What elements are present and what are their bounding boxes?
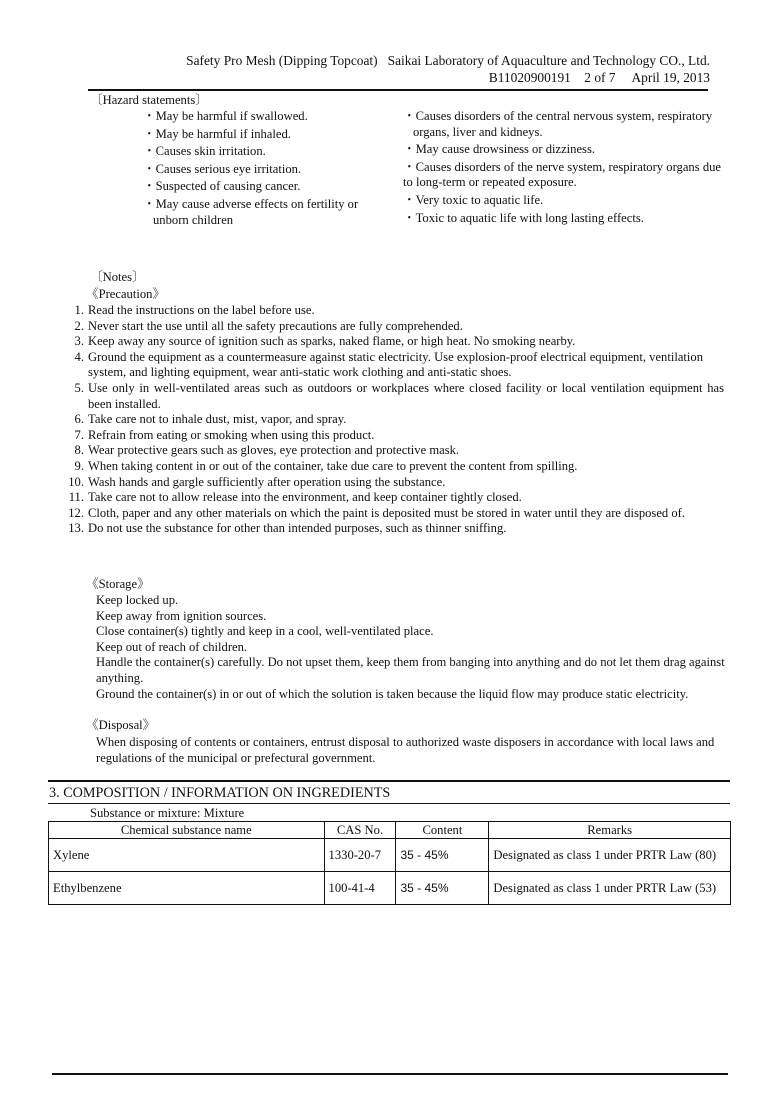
list-item	[48, 334, 724, 350]
hazard-statements-heading: 〔Hazard statements〕	[90, 93, 208, 107]
table-row	[49, 839, 731, 872]
table-row	[49, 872, 731, 905]
hazard-list-right	[403, 109, 721, 228]
item-number: 6.	[74, 412, 84, 427]
hazard-item: ・Causes skin irritation.	[143, 144, 266, 159]
notes-heading: 〔Notes〕	[90, 270, 145, 284]
header-divider	[88, 89, 708, 91]
section-divider	[48, 803, 730, 804]
list-item	[48, 506, 724, 522]
item-number: 5.	[74, 380, 84, 395]
substance-note: Substance or mixture: Mixture	[90, 806, 245, 820]
item-number: 13.	[68, 521, 84, 536]
item-text: Keep away any source of ignition such as sparks, naked flame, or high heat. No smoking nearby.	[88, 334, 576, 349]
list-item	[48, 521, 724, 537]
list-item	[48, 303, 724, 319]
list-item	[48, 428, 724, 444]
table-header-row	[49, 822, 731, 839]
item-text: Wear protective gears such as gloves, eye protection and protective mask.	[88, 443, 460, 458]
item-number: 1.	[74, 303, 84, 317]
header-title-line: Safety Pro Mesh (Dipping Topcoat) Saikai Laboratory of Aquaculture and Technology CO., Ltd.	[186, 53, 710, 68]
storage-line: Close container(s) tightly and keep in a cool, well-ventilated place.	[96, 624, 434, 639]
disposal-text: When disposing of contents or containers, entrust disposal to authorized waste disposers in accordance with local laws and regulations of the municipal or prefectural government.	[96, 735, 715, 765]
column-header: CAS No.	[324, 822, 396, 839]
item-text: Do not use the substance for other than intended purposes, such as thinner sniffing.	[88, 521, 507, 536]
item-number: 4.	[74, 349, 84, 364]
hazard-item: ・Very toxic to aquatic life.	[403, 192, 544, 207]
content-cell: 35 - 45%	[396, 872, 489, 905]
hazard-list-left	[143, 109, 393, 230]
storage-line: Keep out of reach of children.	[96, 639, 248, 654]
storage-line: Keep away from ignition sources.	[96, 608, 267, 623]
item-number: 9.	[74, 458, 84, 473]
item-text: When taking content in or out of the container, take due care to prevent the content from spilling.	[88, 458, 578, 473]
storage-line: Ground the container(s) in or out of which the solution is taken because the liquid flow may produce static electricity.	[96, 686, 689, 701]
list-item	[48, 443, 724, 459]
hazard-item: ・May be harmful if swallowed.	[143, 109, 308, 123]
cas-number-cell: 100-41-4	[324, 872, 396, 905]
hazard-item: ・Causes disorders of the nerve system, respiratory organs due to long-term or repeated exposure.	[403, 159, 721, 190]
hazard-item: ・May cause drowsiness or dizziness.	[403, 142, 596, 157]
cas-number-cell: 1330-20-7	[324, 839, 396, 872]
list-item	[48, 490, 724, 506]
item-text: Take care not to inhale dust, mist, vapor, and spray.	[88, 412, 347, 427]
section-divider	[48, 780, 730, 782]
item-text: Never start the use until all the safety precautions are fully comprehended.	[88, 318, 463, 333]
remarks-cell: Designated as class 1 under PRTR Law (80)	[489, 839, 731, 872]
item-number: 12.	[68, 505, 84, 520]
section-title: 3. COMPOSITION / INFORMATION ON INGREDIENTS	[49, 785, 391, 801]
item-number: 3.	[74, 334, 84, 349]
hazard-item: ・May be harmful if inhaled.	[143, 126, 291, 141]
storage-line: Handle the container(s) carefully. Do not upset them, keep them from banging into anything and do not let them drag against anything.	[96, 655, 725, 685]
header-document-info: B11020900191 2 of 7 April 19, 2013	[488, 70, 710, 85]
ingredients-table	[48, 821, 731, 905]
item-text: Ground the equipment as a countermeasure against static electricity. Use explosion-proof electrical equipment, ventilation system, and lighting equipment, wear anti-static work clothing and anti-static shoes.	[88, 349, 704, 380]
item-text: Wash hands and gargle sufficiently after operation using the substance.	[88, 474, 446, 489]
substance-name-cell: Xylene	[49, 839, 325, 872]
hazard-item: ・Suspected of causing cancer.	[143, 179, 301, 194]
item-text: Take care not to allow release into the environment, and keep container tightly closed.	[88, 490, 522, 505]
list-item	[48, 459, 724, 475]
item-text: Refrain from eating or smoking when using this product.	[88, 427, 375, 442]
storage-heading: 《Storage》	[86, 577, 150, 591]
item-number: 2.	[74, 318, 84, 333]
list-item	[48, 319, 724, 335]
item-number: 7.	[74, 427, 84, 442]
page-header	[60, 52, 710, 86]
list-item	[48, 381, 724, 412]
column-header: Remarks	[489, 822, 731, 839]
storage-line: Keep locked up.	[96, 593, 179, 607]
hazard-item: ・Causes disorders of the central nervous system, respiratory organs, liver and kidneys.	[403, 109, 713, 139]
precaution-heading: 《Precaution》	[86, 287, 166, 301]
disposal-heading: 《Disposal》	[86, 718, 156, 732]
item-number: 10.	[68, 474, 84, 489]
hazard-item: ・Causes serious eye irritation.	[143, 161, 302, 176]
remarks-cell: Designated as class 1 under PRTR Law (53)	[489, 872, 731, 905]
substance-name-cell: Ethylbenzene	[49, 872, 325, 905]
hazard-item: ・Toxic to aquatic life with long lasting effects.	[403, 210, 644, 225]
list-item	[48, 412, 724, 428]
list-item	[48, 350, 724, 381]
precaution-list	[48, 303, 724, 537]
column-header: Content	[396, 822, 489, 839]
item-text: Cloth, paper and any other materials on which the paint is deposited must be stored in water until they are disposed of.	[88, 505, 686, 520]
content-cell: 35 - 45%	[396, 839, 489, 872]
list-item	[48, 475, 724, 491]
footer-divider	[52, 1073, 728, 1075]
item-number: 8.	[74, 443, 84, 458]
storage-list	[96, 593, 748, 702]
item-text: Use only in well-ventilated areas such as outdoors or workplaces where closed facility or local ventilation equipment has been installed.	[88, 380, 724, 411]
item-number: 11.	[68, 490, 84, 505]
column-header: Chemical substance name	[49, 822, 325, 839]
item-text: Read the instructions on the label before use.	[88, 303, 315, 317]
hazard-item: ・May cause adverse effects on fertility or unborn children	[143, 196, 359, 227]
